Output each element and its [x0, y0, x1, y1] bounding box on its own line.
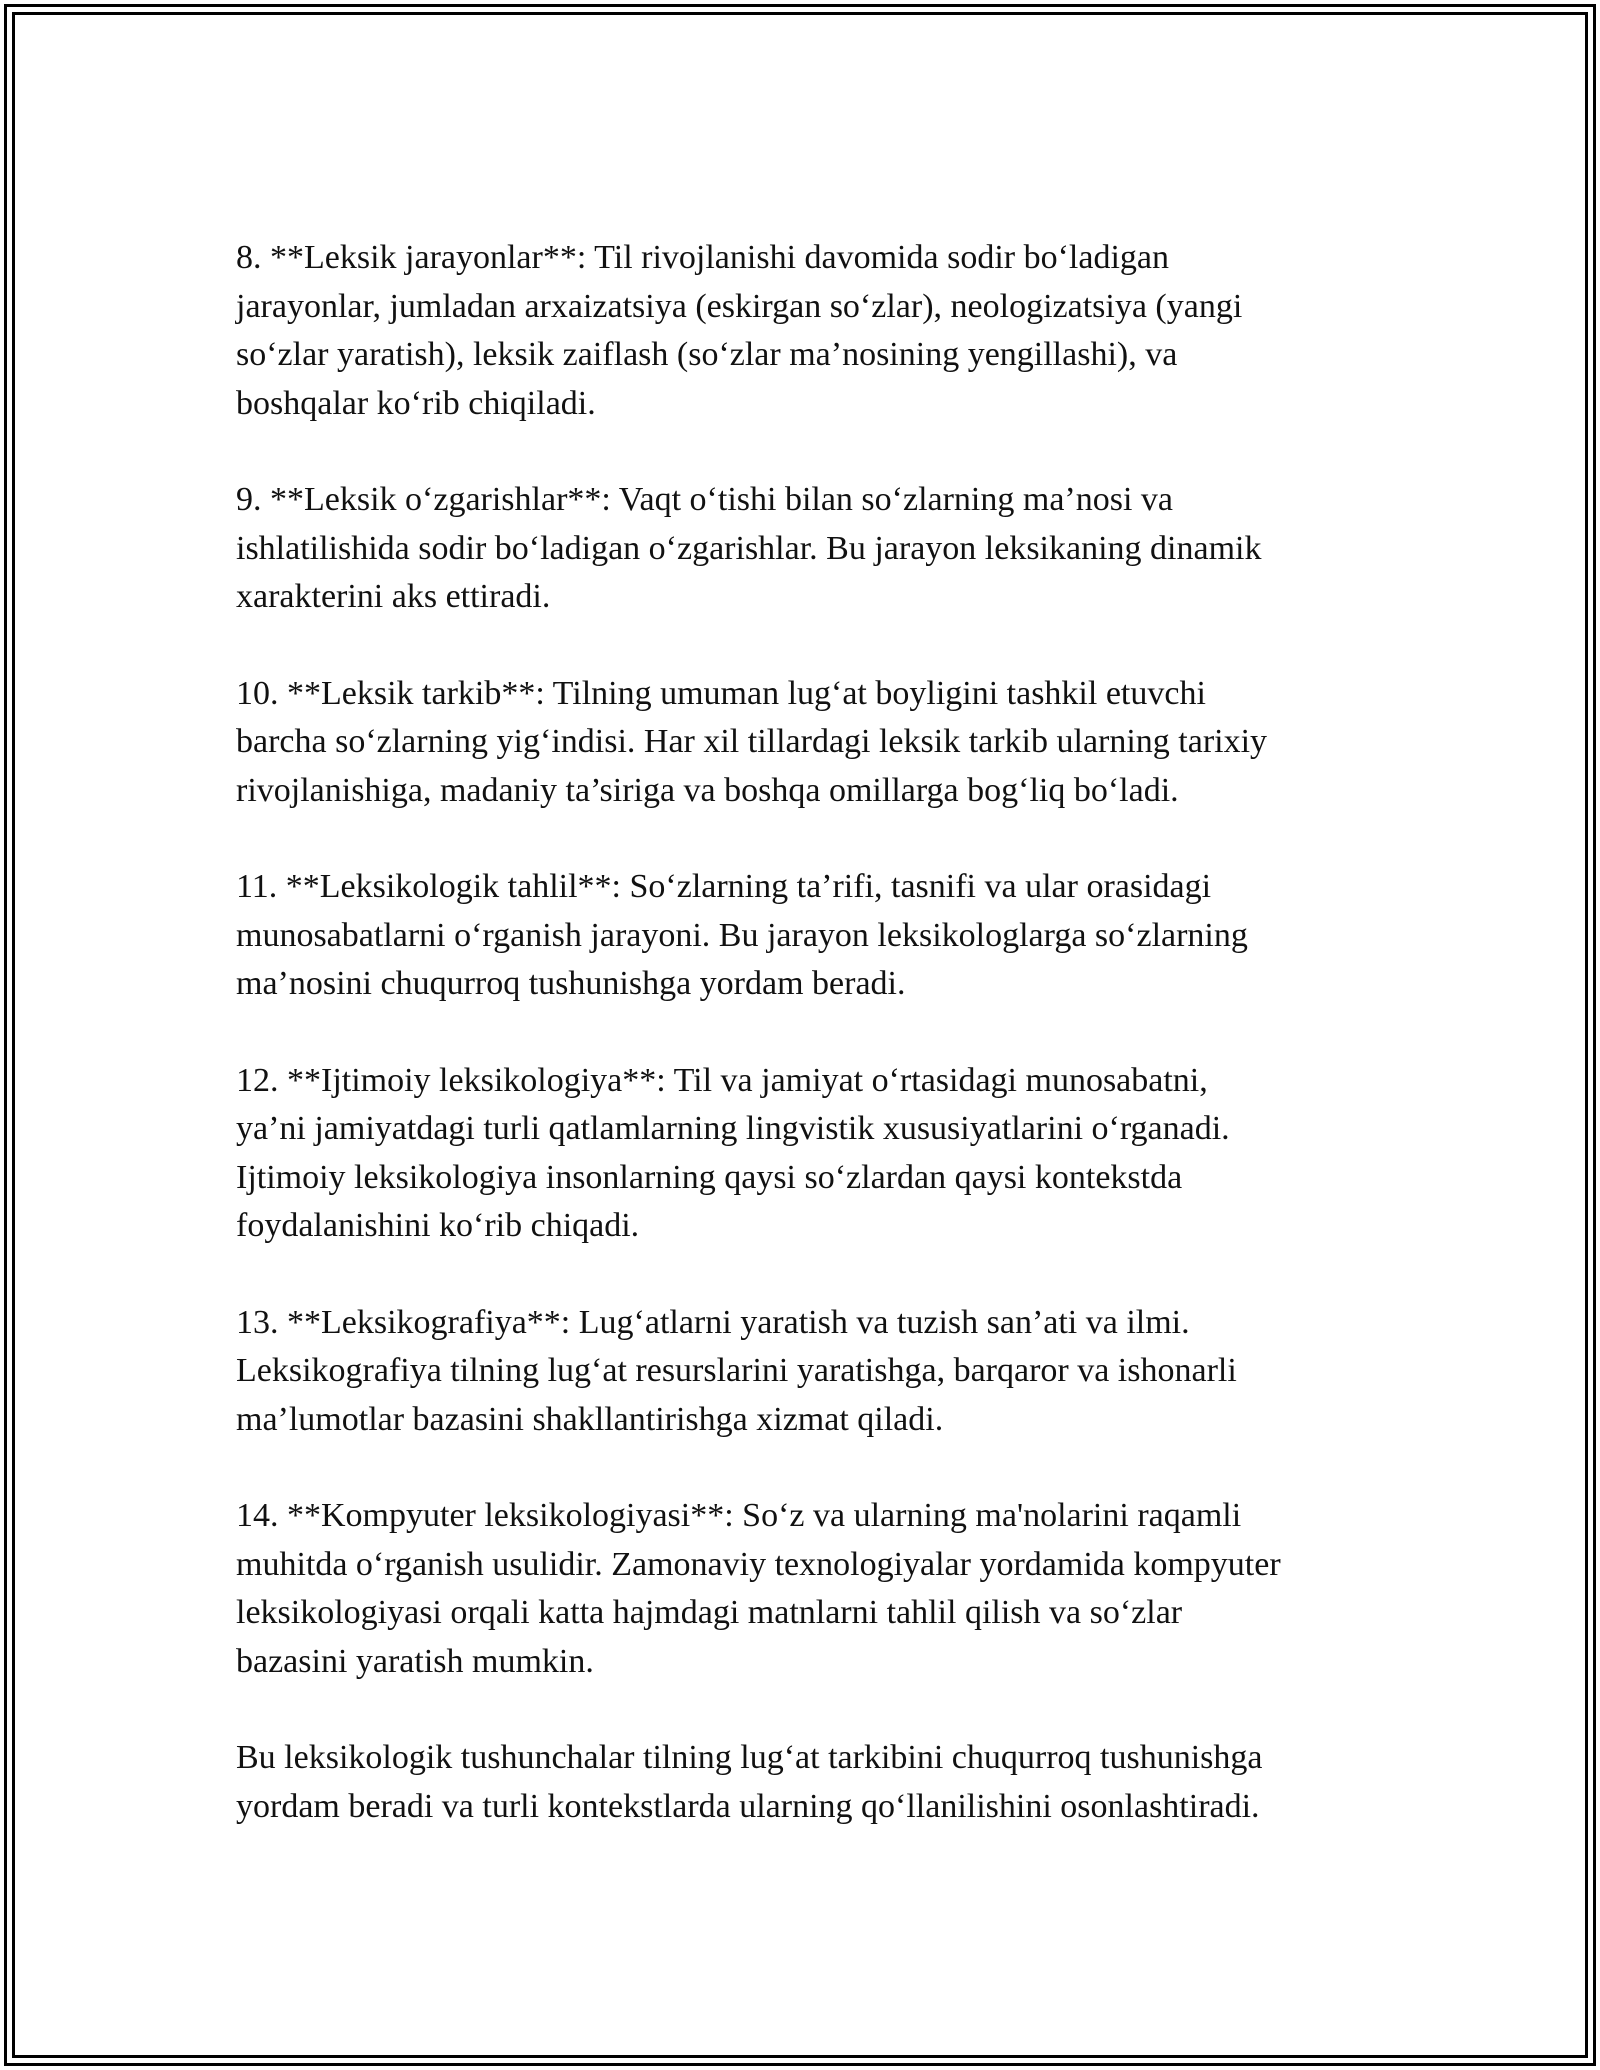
- paragraph-item-12: [236, 1057, 1376, 1251]
- paragraph-conclusion: [236, 1734, 1376, 1831]
- paragraph-line: 12. **Ijtimoiy leksikologiya**: Til va jamiyat o‘rtasidagi munosabatni,: [236, 1061, 1208, 1099]
- paragraph-line: boshqalar ko‘rib chiqiladi.: [236, 384, 596, 422]
- paragraph-line: ya’ni jamiyatdagi turli qatlamlarning lingvistik xususiyatlarini o‘rganadi.: [236, 1110, 1230, 1147]
- paragraph-line: yordam beradi va turli kontekstlarda ularning qo‘llanilishini osonlashtiradi.: [236, 1787, 1260, 1825]
- paragraph-item-13: [236, 1299, 1376, 1445]
- paragraph-item-11: [236, 863, 1376, 1009]
- paragraph-item-9: [236, 476, 1376, 622]
- document-body: [236, 234, 1376, 1879]
- paragraph-line: 14. **Kompyuter leksikologiyasi**: So‘z va ularning ma'nolarini raqamli: [236, 1497, 1242, 1534]
- paragraph-line: munosabatlarni o‘rganish jarayoni. Bu jarayon leksikologlarga so‘zlarning: [236, 916, 1248, 954]
- paragraph-line: 8. **Leksik jarayonlar**: Til rivojlanishi davomida sodir bo‘ladigan: [236, 239, 1169, 276]
- paragraph-line: Bu leksikologik tushunchalar tilning lug‘at tarkibini chuqurroq tushunishga: [236, 1739, 1263, 1776]
- paragraph-line: 13. **Leksikografiya**: Lug‘atlarni yaratish va tuzish san’ati va ilmi.: [236, 1303, 1190, 1341]
- paragraph-line: 10. **Leksik tarkib**: Tilning umuman lug‘at boyligini tashkil etuvchi: [236, 674, 1206, 712]
- paragraph-line: barcha so‘zlarning yig‘indisi. Har xil tillardagi leksik tarkib ularning tarixiy: [236, 723, 1268, 760]
- paragraph-line: ma’nosini chuqurroq tushunishga yordam beradi.: [236, 965, 906, 1002]
- paragraph-line: muhitda o‘rganish usulidir. Zamonaviy texnologiyalar yordamida kompyuter: [236, 1545, 1281, 1583]
- paragraph-line: 11. **Leksikologik tahlil**: So‘zlarning ta’rifi, tasnifi va ular orasidagi: [236, 868, 1212, 905]
- paragraph-item-10: [236, 670, 1376, 816]
- paragraph-line: jarayonlar, jumladan arxaizatsiya (eskirgan so‘zlar), neologizatsiya (yangi: [236, 287, 1243, 325]
- paragraph-item-14: [236, 1492, 1376, 1686]
- paragraph-line: ma’lumotlar bazasini shakllantirishga xizmat qiladi.: [236, 1400, 944, 1438]
- paragraph-line: foydalanishini ko‘rib chiqadi.: [236, 1207, 640, 1244]
- paragraph-line: leksikologiyasi orqali katta hajmdagi matnlarni tahlil qilish va so‘zlar: [236, 1594, 1183, 1631]
- paragraph-line: rivojlanishiga, madaniy ta’siriga va boshqa omillarga bog‘liq bo‘ladi.: [236, 771, 1179, 809]
- paragraph-line: xarakterini aks ettiradi.: [236, 578, 551, 615]
- paragraph-line: Leksikografiya tilning lug‘at resurslarini yaratishga, barqaror va ishonarli: [236, 1352, 1237, 1389]
- paragraph-line: bazasini yaratish mumkin.: [236, 1642, 594, 1680]
- paragraph-line: so‘zlar yaratish), leksik zaiflash (so‘zlar ma’nosining yengillashi), va: [236, 336, 1178, 373]
- paragraph-line: ishlatilishida sodir bo‘ladigan o‘zgarishlar. Bu jarayon leksikaning dinamik: [236, 529, 1262, 567]
- paragraph-line: 9. **Leksik o‘zgarishlar**: Vaqt o‘tishi bilan so‘zlarning ma’nosi va: [236, 481, 1174, 518]
- paragraph-line: Ijtimoiy leksikologiya insonlarning qaysi so‘zlardan qaysi kontekstda: [236, 1158, 1183, 1196]
- paragraph-item-8: [236, 234, 1376, 428]
